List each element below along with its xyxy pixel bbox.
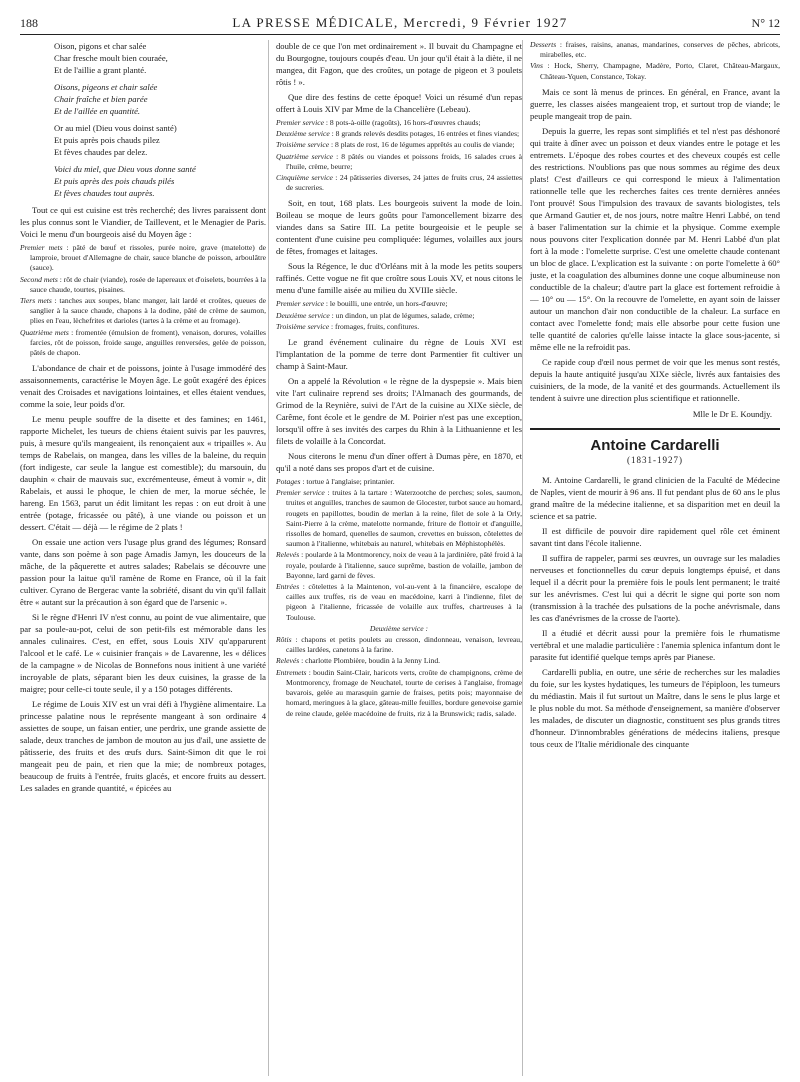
menu-item [20,243,266,274]
page-header [20,12,780,35]
verse-line: Et puis après des pois chauds pilés [54,176,175,186]
column-divider [522,40,523,1076]
menu-course: Premier service [276,299,325,309]
column-2 [276,40,522,1076]
menu-course: Tiers mets [20,296,52,306]
paragraph: Le grand événement culinaire du règne de Louis XVI est l'implantation de la pomme de terre dont Parmentier fit cultiver un champ à Saint-Maur. [276,337,522,372]
author-signature: Mlle le Dr E. Koundjy. [692,408,772,419]
verse-line: Oisons, pigeons et chair salée [54,82,158,92]
menu-dishes: : le bouilli, une entrée, un hors-d'œuvre; [325,299,448,309]
menu-item [530,61,780,81]
menu-item [276,488,522,549]
dumas-dinner-menu [276,477,522,719]
column-3 [530,40,780,1076]
paragraph: double de ce que l'on met ordinairement ». Il buvait du Champagne et du Bourgogne, toujours coupés d'eau. Un jour qu'il était à la diète, il ne mangea, dit Fagon, que des croûtes, un potage de pigeon et 3 poulets rôtis ! ». [276,41,522,87]
menu-course: Entrées [276,582,300,592]
poem-old-french-1 [20,40,266,76]
article-dates: (1831-1927) [627,454,683,465]
journal-title: LA PRESSE MÉDICALE, Mercredi, 9 Février 1927 [232,15,568,30]
paragraph: Le menu peuple souffre de la disette et des famines; en 1461, rapporte Michelet, les tueurs de chiens étaient suivis par les pauvres, puis, à mesure qu'ils mangeaient, ils renonçaient aux « tripailles ». Au temps de Rabelais, on mangea, dans les villes de la baleine, du requin (fort indigeste, car seule la langue est comestible); du marsouin, du dauphin « chair de mauvais suc, excrémenteuse, émeut à vomir », dit Rabelais, et aussi le phoque, le chien de mer, la morue séchée, le hareng. En 1563, parut un édit limitant les repas : on eut droit à une entrée (potage, fricassée ou pâté), à une viande ou poisson et un dessert. C'était — déjà — le régime de 2 plats ! [20,414,266,533]
verse-line: Et fèves chaudes tout auprès. [54,188,155,198]
menu-dishes: : 8 pots-à-oille (ragoûts), 16 hors-d'œuvres chauds; [325,118,481,127]
verse-line: Or au miel (Dieu vous doinst santé) [54,123,177,133]
paragraph: On a appelé la Révolution « le règne de la dyspepsie ». Mais bien vite l'art culinaire reprend ses droits; l'Almanach des gourmands, de Grimod de la Reynière, suivi de l'Art de la cuisine au XIXe siècle, de Carême, font école et le gendre de M. Poirier n'est pas une exception, lorsqu'il offre à ses invités des carpes du Rhin à la Lithuanienne et les filets de volaille à la Concordat. [276,376,522,447]
poem-modern-1 [20,81,266,117]
medieval-menu [20,243,266,358]
verse-line: Char fresche moult bien couraée, [54,53,168,63]
menu-dishes: : 8 pâtés ou viandes et poissons froids, 16 salades crues à l'huile, crème, beurre; [286,151,522,171]
menu-course: Cinquième service [276,173,333,183]
verse-line: Chair fraîche et bien parée [54,94,148,104]
menu-item [20,296,266,327]
paragraph: On essaie une action vers l'usage plus grand des légumes; Ronsard vante, dans son poème à son page Amadis Jamyn, les douceurs de la mâche, de la pâquerette et autres salades; Rabelais se découvre une passion pour la laitue qu'il ramène de Rome en France, où il la fait cultiver. Cyrano de Bergerac vante la sobriété, disant du vin qu'il fallait être « autant sur la précaution à son égard que de l'arsenic ». [20,537,266,608]
paragraph: Il est difficile de pouvoir dire rapidement quel rôle cet éminent savant tint dans l'école italienne. [530,525,780,548]
dumas-dinner-menu-end [530,40,780,82]
paragraph: Le régime de Louis XIV est un vrai défi à l'hygiène alimentaire. La princesse palatine nous le représente mangeant à son ordinaire 4 assiettes de soupe, un faisan entier, une perdrix, une grande assiette de salade, deux tranches de jambon de mouton au jus d'ail, une assiette de pâtisserie, des fruits et des œufs durs. Saint-Simon dit que le roi mangeait peu de pain, et rien que la mie; de nombreux potages, beaucoup de fruits à l'entrée, fruits glacés, et encore fruits au dessert. Les salades en grande quantité, « épicées au [20,699,266,794]
paragraph: Que dire des festins de cette époque! Voici un résumé d'un repas offert à Louis XIV par Mme de la Chancelière (Lebeau). [276,92,522,114]
menu-dishes: : rôt de chair (viande), rosée de lapereaux et d'oiselets, bourrées à la sauce chaude, tourtes, pisaines. [30,274,266,294]
menu-dishes: : 8 grands relevés desdits potages, 16 entrées et fines viandes; [331,129,520,139]
menu-course: Troisième service [276,321,330,331]
verse-line: Et de l'aillée en quantité. [54,106,141,116]
menu-course: Deuxième service [276,129,330,139]
paragraph: Depuis la guerre, les repas sont simplifiés et tel n'est pas déshonoré qui traite à dîner avec un poisson et deux viandes entre le potage et les entremets. L'époque des robes courtes et des cheveux coupés est celle des restrictions. N'oublions pas que nous sommes au régime des deux plats! C'est d'ailleurs ce qui correspond le mieux à l'alimentation rationnelle telle que les recherches faites ces trente dernières années l'ont prouvé! Sous l'impulsion des travaux de savants biologistes, tels que Armand Gautier et, de nos jours, notre maître Henri Labbé, on tend à baser l'alimentation sur la chimie et la physique. Comme exemple nous pouvons citer l'explication donnée par M. Henri Labbé d'un plat fort à la mode : l'omelette surprise. C'est une omelette chaude contenant un bloc de glace. L'explication est la suivante : on porte l'omelette à 60° juste, et la coagulation des albumines donne une coque albumineuse non conductible de la chaleur; d'autre part la glace est fortement refroidie à — 10° ou — 15°. On la recouvre de l'omelette, en ayant soin de laisser autour un manchon d'air non conductible de la chaleur. La surface en contact avec l'omelette fond; mais elle absorbe pour cette fusion une telle quantité de calories qu'elle laisse intacte la glace sous-jacente, si même elle ne la refroidit pas. [530,125,780,352]
louis-xiv-menu [276,118,522,193]
column-divider [268,40,269,1076]
menu-course: Premier service [276,488,325,498]
menu-course: Premier service [276,118,325,127]
menu-item [276,635,522,655]
menu-dishes: : charlotte Plombière, boudin à la Jenny Lind. [301,656,441,666]
menu-item [20,275,266,295]
menu-subheading-text: Deuxième service : [369,623,429,633]
paragraph: Il a étudié et décrit aussi pour la première fois le rhumatisme vertébral et une maladie particulière : l'anemia splenica infantum dont le parasite fut identifié quelque temps après par Pianese. [530,627,780,662]
menu-dishes: : tanches aux soupes, blanc manger, lait lardé et croûtes, queues de sanglier à la sauce chaude, chapons à la dodine, pâté de crème de saumon, plies en l'eau, lèchefrites et darioles (tartes à la crème et au fromage). [30,296,266,326]
issue-number: N° 12 [751,15,780,30]
menu-dishes: : Hock, Sherry, Champagne, Madère, Porto, Claret, Château-Margaux, Château-Yquen, Constance, Tokay. [540,61,780,81]
menu-item [276,140,522,150]
section-divider [530,428,780,430]
menu-item [276,173,522,193]
paragraph: Il suffira de rappeler, parmi ses œuvres, un ouvrage sur les maladies nerveuses et fonctionnelles du cœur depuis longtemps épuisé, et dans lequel il a décrit pour la première fois le pouls lent permanent; le traité sur les anévrismes. C'est lui qui a décrit le signe qui porte son nom (transmission à la trachée des pulsations de la poche anévrismale, dans les cas d'anévrismes de la crosse de l'aorte). [530,552,780,623]
menu-item [276,152,522,172]
verse-line: Et fèves chaudes par delez. [54,147,148,157]
menu-dishes: : boudin Saint-Clair, haricots verts, croûte de champignons, crème de Montmorency, fromage de Neuchatel, tourte de cerises à l'anglaise, fromage bavarois, gelée au marasquin garnie de fraises, petits pois; mayonnaise de homard, meringues à la glace, gâteau-mille feuilles, bordure genevoise garnie de reine claude, gelée macédoine de fruits, riz à la Brunswick; radis, salade. [286,667,522,718]
menu-item [276,299,522,309]
menu-item [276,311,522,321]
menu-item [276,656,522,666]
verse-line: Voici du miel, que Dieu vous donne santé [54,164,196,174]
poem-modern-2 [20,163,266,199]
verse-line: Oison, pigons et char salée [54,41,147,51]
paragraph: Soit, en tout, 168 plats. Les bourgeois suivent la mode de loin. Boileau se moque de leurs goûts pour l'amoncellement bizarre des viandes dans sa Satire III. La petite bourgeoisie et le peuple se contentent d'une cuisine peu compliquée: légumes, volailles aux jours de fêtes, fromages et laitages. [276,198,522,257]
menu-course: Entremets [276,667,307,677]
paragraph: Nous citerons le menu d'un dîner offert à Dumas père, en 1870, et qu'il a noté dans ses propos d'art et de cuisine. [276,451,522,474]
paragraph: Tout ce qui est cuisine est très recherché; des livres paraissent dont les plus connus sont le Viandier, de Taillevent, et le Menagier de Paris. Voici le menu d'un bourgeois aisé du Moyen âge : [20,205,266,239]
menu-course: Second mets [20,274,58,284]
menu-course: Relevés [276,550,300,560]
menu-course: Troisième service [276,140,330,150]
menu-course: Relevés [276,656,300,666]
menu-dishes: : tortue à l'anglaise; printanier. [302,477,395,487]
paragraph: L'abondance de chair et de poissons, jointe à l'usage immodéré des assaisonnements, caractérise le Moyen âge. Le goût exagéré des épices venait des Croisades et navigations lointaines, et elles étaient vendues, comme la soie, leur poids d'or. [20,363,266,410]
menu-item [20,328,266,359]
menu-dishes: : truites à la tartare : Waterzootche de perches; soles, saumon, truites et anguilles, tranches de saumon de Glocester, turbot sauce au homard, rougets en papillottes, boudin de merlan à la reine, filet de sole à la Orly, Saint-Pierre à la crème, matelotte normande, friture de flottoir et d'anguille, rissolles de homard, quenelles de saumon, crevettes en buisson, côtelettes de saumon à l'italienne, whitebais au naturel, whitebais en Méphistophélès. [286,488,522,549]
menu-course: Rôtis [276,635,292,645]
article-title: Antoine Cardarelli [590,436,720,454]
menu-dishes: : fraises, raisins, ananas, mandarines, conserves de pêches, abricots, mirabelles, etc. [540,40,780,60]
menu-course: Premier mets [20,243,63,252]
page-number: 188 [20,15,38,30]
menu-subheading [276,624,522,634]
menu-dishes: : côtelettes à la Maintenon, vol-au-vent à la financière, escalope de cailles aux truffes, ris de veau en macédoine, karri à l'indienne, filet de pigeon à l'italienne, fricassée de volaille aux truffes, chartreuses à la Toulouse. [286,582,522,622]
menu-dishes: : fromentée (émulsion de froment), venaison, dorures, volailles farcies, rôt de poisson, froide sauge, anguilles renversées, gelée de poisson, pâtés de chapon. [30,327,266,358]
menu-dishes: : chapons et petits poulets au cresson, dindonneau, venaison, levreau, cailles lardées, canetons à la farine. [286,635,522,655]
menu-item [276,322,522,332]
menu-dishes: : pâté de bœuf et rissoles, purée noire, grave (matelotte) de lamproie, brouet d'Allemagne de chair, sauce blanche de poisson, arboulâtre (sauce). [30,243,266,273]
menu-item [530,40,780,60]
poem-old-french-2 [20,122,266,158]
menu-course: Potages [276,477,301,487]
louis-xv-menu [276,299,522,332]
paragraph: Cardarelli publia, en outre, une série de recherches sur les maladies du foie, sur les kystes hydatiques, les tumeurs de l'épiploon, les tumeurs du médiastin. Mais il fut surtout un Maître, dans le sens le plus large et le plus noble du mot. Sa méthode d'enseignement, sa manière d'observer les malades, de discuter un diagnostic, constituent ses plus grands titres d'honneur. D'innombrables générations de médecins italiens, presque tous ceux de l'Italie méridionale des cinquante [530,666,780,749]
menu-dishes: : fromages, fruits, confitures. [330,321,420,331]
menu-item [276,129,522,139]
menu-dishes: : 24 pâtisseries diverses, 24 jattes de fruits crus, 24 assiettes de sucreries. [286,173,522,193]
menu-item [276,118,522,128]
verse-line: Et puis après pois chauds pilez [54,135,160,145]
paragraph: Ce rapide coup d'œil nous permet de voir que les menus sont restés, depuis la haute antiquité jusqu'au XIXe siècle, livrés aux fantaisies des cuisiniers, de la mode, de la vanité et des gourmands. Actuellement ils tendent à suivre une direction plus scientifique et rationnelle. [530,356,780,403]
menu-course: Vins [530,61,543,71]
paragraph: Si le règne d'Henri IV n'est connu, au point de vue alimentaire, que par sa poule-au-pot, celui de son petit-fils est mémorable dans les annales culinaires. C'est, en effet, sous Louis XIV qu'apparurent l'alcool et le café. Le « cuisinier français » de Lavarenne, les « délices de la campagne » de Nicolas de Bonnefons nous initient à une variété incroyable de plats, séparant bien les deux cuisines, la grasse de la maigre; pour celle-ci toute seule, il y a 150 potages différents. [20,612,266,695]
menu-course: Desserts [530,40,557,49]
menu-item [276,477,522,487]
menu-dishes: : 8 plats de rost, 16 de légumes apprêtés au coulis de viande; [330,140,515,150]
column-1 [20,40,266,1076]
menu-course: Deuxième service [276,310,330,320]
menu-item [276,582,522,623]
menu-dishes: : un dindon, un plat de légumes, salade, crème; [331,310,475,320]
verse-line: Et de l'aillie a grant planté. [54,65,147,75]
menu-dishes: : poularde à la Montmorency, noix de veau à la jardinière, pâté froid à la royale, poularde à l'italienne, sauce suprême, bastion de volaille, jambon de Bayonne, lard garni de fèves. [286,550,522,580]
paragraph: M. Antoine Cardarelli, le grand clinicien de la Faculté de Médecine de Naples, vient de mourir à 96 ans. Il fut pendant plus de 60 ans le plus grand maître de la médecine italienne, et sa disparition met en deuil la science et sa patrie. [530,474,780,521]
menu-item [276,668,522,719]
menu-course: Quatrième service [276,151,334,161]
paragraph: Sous la Régence, le duc d'Orléans mit à la mode les petits soupers raffinés. Cette vogue ne fit que croître sous Louis XV, et nous citons le menu d'une famille aisée au milieu du XVIIIe siècle. [276,261,522,296]
menu-item [276,550,522,581]
menu-course: Quatrième mets [20,327,69,337]
paragraph: Mais ce sont là menus de princes. En général, en France, avant la guerre, les classes aisées mangeaient trop, et surtout trop de viande; le peuple mangeait trop de pain. [530,86,780,121]
